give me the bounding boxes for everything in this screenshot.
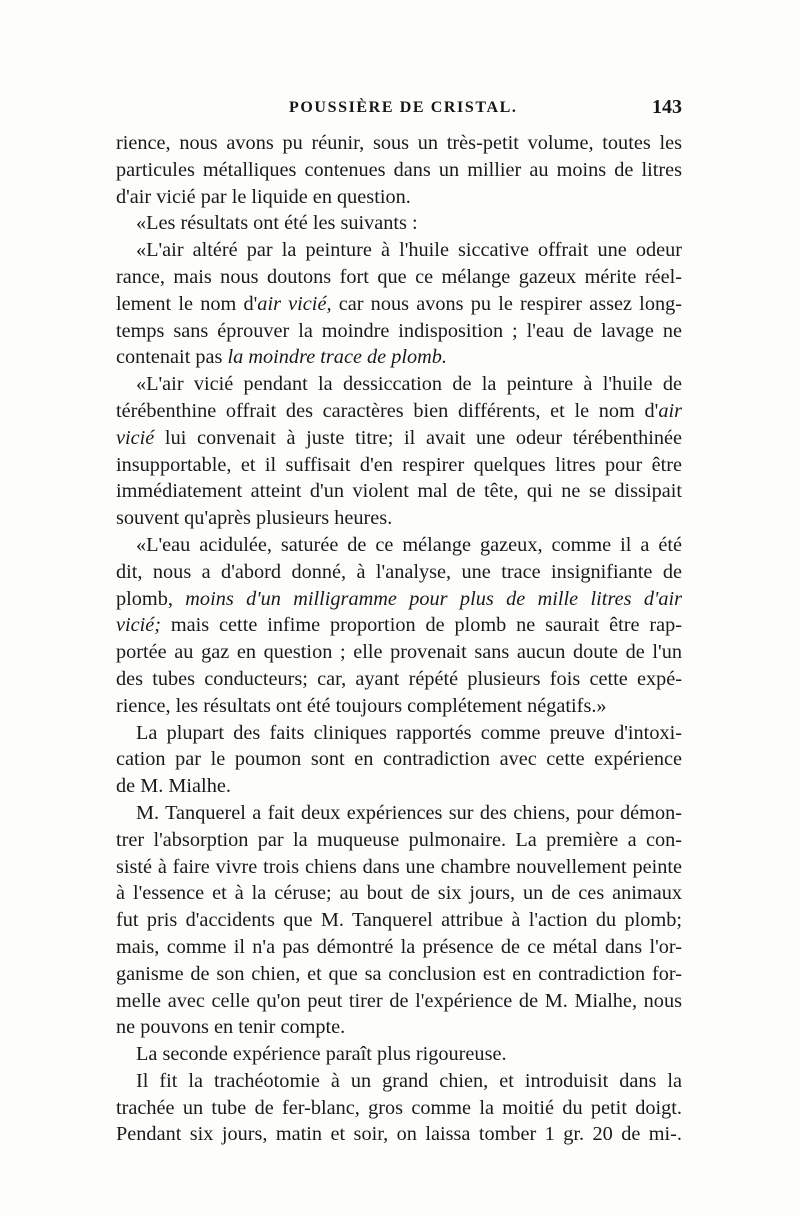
text-line bbox=[116, 773, 682, 800]
text-run: rience, nous avons pu réunir, sous un très-petit volume, toutes les bbox=[116, 132, 682, 154]
page-number: 143 bbox=[652, 96, 682, 118]
text-line bbox=[116, 1121, 682, 1148]
text-run: car nous avons pu le respirer assez long- bbox=[331, 292, 682, 315]
text-run: contenait pas bbox=[116, 346, 228, 369]
text-line bbox=[116, 398, 682, 425]
text-run: mais cette infime proportion de plomb ne saurait être rap- bbox=[161, 614, 682, 637]
text-line bbox=[116, 988, 682, 1015]
text-run: rance, mais nous doutons fort que ce mélange gazeux mérite réel- bbox=[116, 265, 682, 288]
text-line bbox=[116, 237, 682, 264]
text-line bbox=[116, 318, 682, 345]
text-run: «L'eau acidulée, saturée de ce mélange gazeux, comme il a été bbox=[136, 533, 682, 556]
text-run: cation par le poumon sont en contradiction avec cette expérience bbox=[116, 748, 682, 771]
text-run: de M. Mialhe. bbox=[116, 775, 231, 798]
text-run: plomb, bbox=[116, 587, 186, 610]
text-line bbox=[116, 130, 682, 157]
text-line bbox=[116, 827, 682, 854]
text-run: fut pris d'accidents que M. Tanquerel attribue à l'action du plomb; bbox=[116, 909, 682, 932]
text-line bbox=[116, 1014, 682, 1041]
text-run: trachée un tube de fer-blanc, gros comme la moitié du petit doigt. bbox=[116, 1096, 682, 1119]
text-run: lui convenait à juste titre; il avait une odeur térébenthinée bbox=[154, 426, 682, 449]
italic-text: vicié bbox=[116, 426, 155, 449]
page-header bbox=[116, 96, 682, 127]
text-line bbox=[116, 344, 682, 371]
text-run: dit, nous a d'abord donné, à l'analyse, une trace insignifiante de bbox=[116, 560, 682, 583]
text-run: La plupart des faits cliniques rapportés comme preuve d'intoxi- bbox=[136, 721, 682, 744]
text-run: «Les résultats ont été les suivants : bbox=[136, 212, 418, 235]
text-run: particules métalliques contenues dans un millier au moins de litres bbox=[116, 158, 682, 181]
italic-text: moins d'un milligramme pour plus de mille litres d'air bbox=[185, 587, 682, 610]
text-run: souvent qu'après plusieurs heures. bbox=[116, 507, 393, 530]
text-run: térébenthine offrait des caractères bien différents, et le nom d' bbox=[116, 399, 659, 422]
italic-text: air vicié, bbox=[257, 292, 332, 315]
running-title: POUSSIÈRE DE CRISTAL. bbox=[289, 99, 518, 116]
text-run: sisté à faire vivre trois chiens dans une chambre nouvellement peinte bbox=[116, 855, 682, 878]
text-line bbox=[116, 720, 682, 747]
text-run: rience, les résultats ont été toujours complétement négatifs.» bbox=[116, 694, 607, 717]
text-line bbox=[116, 612, 682, 639]
text-line bbox=[116, 586, 682, 613]
text-run: Il fit la trachéotomie à un grand chien, et introduisit dans la bbox=[136, 1069, 682, 1092]
text-line bbox=[116, 666, 682, 693]
text-run: «L'air altéré par la peinture à l'huile siccative offrait une odeur bbox=[136, 239, 682, 262]
text-run: immédiatement atteint d'un violent mal de tête, qui ne se dissipait bbox=[116, 480, 682, 503]
text-run: trer l'absorption par la muqueuse pulmonaire. La première a con- bbox=[116, 828, 682, 851]
text-run: ganisme de son chien, et que sa conclusion est en contradiction for- bbox=[116, 962, 682, 985]
text-line bbox=[116, 1068, 682, 1095]
text-line bbox=[116, 746, 682, 773]
text-run: insupportable, et il suffisait d'en respirer quelques litres pour être bbox=[116, 453, 682, 476]
text-run: des tubes conducteurs; car, ayant répété plusieurs fois cette expé- bbox=[116, 667, 682, 690]
italic-text: vicié; bbox=[116, 614, 162, 637]
text-line bbox=[116, 907, 682, 934]
text-line bbox=[116, 934, 682, 961]
text-line bbox=[116, 639, 682, 666]
text-line bbox=[116, 961, 682, 988]
text-line bbox=[116, 880, 682, 907]
text-line bbox=[116, 559, 682, 586]
text-line bbox=[116, 478, 682, 505]
text-run: M. Tanquerel a fait deux expériences sur des chiens, pour démon- bbox=[136, 801, 682, 824]
text-line bbox=[116, 291, 682, 318]
text-run: à l'essence et à la céruse; au bout de six jours, un de ces animaux bbox=[116, 882, 682, 905]
text-line bbox=[116, 184, 682, 211]
text-line bbox=[116, 1095, 682, 1122]
text-run: ne pouvons en tenir compte. bbox=[116, 1016, 346, 1039]
text-line bbox=[116, 264, 682, 291]
text-line bbox=[116, 800, 682, 827]
text-line bbox=[116, 1041, 682, 1068]
italic-text: la moindre trace de plomb. bbox=[227, 346, 448, 369]
text-run: Pendant six jours, matin et soir, on laissa tomber 1 gr. 20 de mi-. bbox=[116, 1123, 682, 1146]
text-run: melle avec celle qu'on peut tirer de l'expérience de M. Mialhe, nous bbox=[116, 989, 682, 1012]
text-run: d'air vicié par le liquide en question. bbox=[116, 185, 411, 208]
text-run: lement le nom d' bbox=[116, 292, 258, 315]
italic-text: air bbox=[658, 399, 682, 422]
text-line bbox=[116, 854, 682, 881]
text-line bbox=[116, 425, 682, 452]
text-line bbox=[116, 693, 682, 720]
text-line bbox=[116, 505, 682, 532]
text-run: portée au gaz en question ; elle provenait sans aucun doute de l'un bbox=[116, 641, 682, 664]
text-run: mais, comme il n'a pas démontré la présence de ce métal dans l'or- bbox=[116, 935, 682, 958]
text-run: temps sans éprouver la moindre indisposition ; l'eau de lavage ne bbox=[116, 319, 682, 342]
text-line bbox=[116, 371, 682, 398]
text-line bbox=[116, 532, 682, 559]
body-text bbox=[116, 130, 682, 1148]
text-line bbox=[116, 210, 682, 237]
text-line bbox=[116, 157, 682, 184]
text-run: La seconde expérience paraît plus rigoureuse. bbox=[136, 1043, 507, 1066]
text-line bbox=[116, 452, 682, 479]
text-run: «L'air vicié pendant la dessiccation de la peinture à l'huile de bbox=[136, 373, 682, 396]
